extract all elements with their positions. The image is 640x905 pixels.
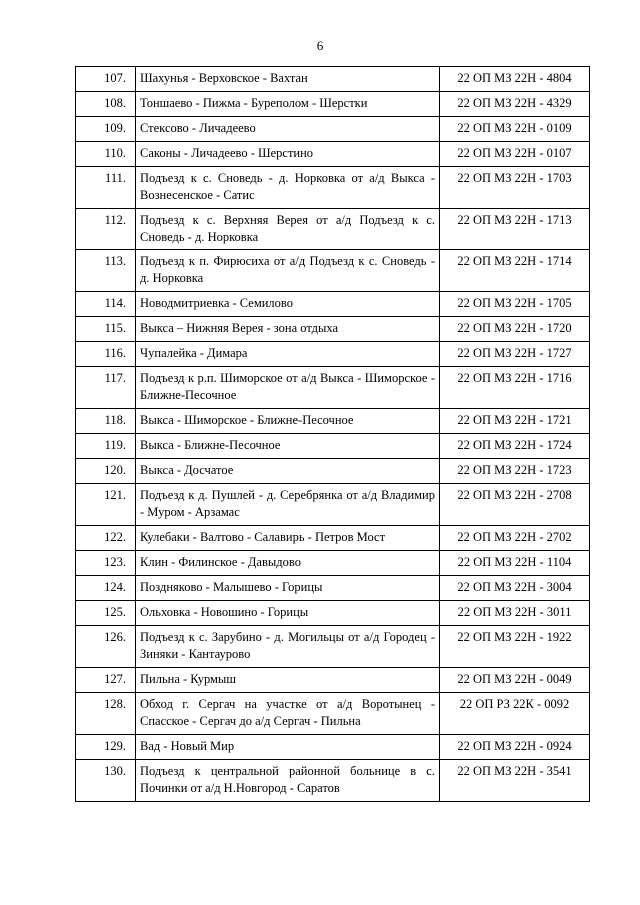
table-row	[76, 367, 590, 409]
row-number: 115.	[76, 317, 136, 342]
road-name: Выкса - Досчатое	[136, 459, 440, 484]
road-name: Поздняково - Малышево - Горицы	[136, 576, 440, 601]
road-name: Выкса - Ближне-Песочное	[136, 434, 440, 459]
table-row	[76, 626, 590, 668]
row-number: 109.	[76, 117, 136, 142]
row-number: 110.	[76, 142, 136, 167]
table-row	[76, 342, 590, 367]
road-name: Подъезд к р.п. Шиморское от а/д Выкса - Шиморское - Ближне-Песочное	[136, 367, 440, 409]
road-name: Выкса – Нижняя Верея - зона отдыха	[136, 317, 440, 342]
row-number: 118.	[76, 409, 136, 434]
row-number: 129.	[76, 735, 136, 760]
row-number: 116.	[76, 342, 136, 367]
road-code: 22 ОП МЗ 22Н - 1104	[440, 551, 590, 576]
road-name: Обход г. Сергач на участке от а/д Воротынец - Спасское - Сергач до а/д Сергач - Пильна	[136, 693, 440, 735]
table-row	[76, 117, 590, 142]
road-code: 22 ОП МЗ 22Н - 0109	[440, 117, 590, 142]
road-code: 22 ОП МЗ 22Н - 4329	[440, 92, 590, 117]
table-row	[76, 317, 590, 342]
row-number: 124.	[76, 576, 136, 601]
table-row	[76, 760, 590, 802]
table-row	[76, 434, 590, 459]
table-row	[76, 735, 590, 760]
road-code: 22 ОП МЗ 22Н - 1720	[440, 317, 590, 342]
road-name: Выкса - Шиморское - Ближне-Песочное	[136, 409, 440, 434]
road-code: 22 ОП МЗ 22Н - 1721	[440, 409, 590, 434]
road-name: Чупалейка - Димара	[136, 342, 440, 367]
row-number: 117.	[76, 367, 136, 409]
road-name: Ольховка - Новошино - Горицы	[136, 601, 440, 626]
row-number: 108.	[76, 92, 136, 117]
row-number: 120.	[76, 459, 136, 484]
road-code: 22 ОП МЗ 22Н - 1705	[440, 292, 590, 317]
road-name: Подъезд к с. Верхняя Верея от а/д Подъезд к с. Сноведь - д. Норковка	[136, 209, 440, 250]
row-number: 122.	[76, 526, 136, 551]
road-name: Подъезд к центральной районной больнице в с. Починки от а/д Н.Новгород - Саратов	[136, 760, 440, 802]
road-code: 22 ОП МЗ 22Н - 1716	[440, 367, 590, 409]
road-code: 22 ОП МЗ 22Н - 0049	[440, 668, 590, 693]
road-name: Клин - Филинское - Давыдово	[136, 551, 440, 576]
road-name: Саконы - Личадеево - Шерстино	[136, 142, 440, 167]
row-number: 119.	[76, 434, 136, 459]
road-code: 22 ОП МЗ 22Н - 3004	[440, 576, 590, 601]
table-row	[76, 92, 590, 117]
road-code: 22 ОП МЗ 22Н - 1727	[440, 342, 590, 367]
road-code: 22 ОП РЗ 22К - 0092	[440, 693, 590, 735]
road-code: 22 ОП МЗ 22Н - 4804	[440, 67, 590, 92]
road-name: Тоншаево - Пижма - Буреполом - Шерстки	[136, 92, 440, 117]
table-row	[76, 551, 590, 576]
row-number: 121.	[76, 484, 136, 526]
row-number: 128.	[76, 693, 136, 735]
road-code: 22 ОП МЗ 22Н - 0924	[440, 735, 590, 760]
road-code: 22 ОП МЗ 22Н - 1723	[440, 459, 590, 484]
table-row	[76, 576, 590, 601]
road-name: Кулебаки - Валтово - Салавирь - Петров Мост	[136, 526, 440, 551]
table-row	[76, 292, 590, 317]
table-row	[76, 693, 590, 735]
table-row	[76, 67, 590, 92]
road-name: Пильна - Курмыш	[136, 668, 440, 693]
table-row	[76, 409, 590, 434]
road-code: 22 ОП МЗ 22Н - 1713	[440, 209, 590, 250]
table-row	[76, 601, 590, 626]
road-name: Подъезд к с. Зарубино - д. Могильцы от а/д Городец - Зиняки - Кантаурово	[136, 626, 440, 668]
road-name: Стексово - Личадеево	[136, 117, 440, 142]
row-number: 126.	[76, 626, 136, 668]
table-row	[76, 209, 590, 250]
road-code: 22 ОП МЗ 22Н - 2708	[440, 484, 590, 526]
row-number: 130.	[76, 760, 136, 802]
road-name: Подъезд к с. Сноведь - д. Норковка от а/д Выкса - Вознесенское - Сатис	[136, 167, 440, 209]
road-code: 22 ОП МЗ 22Н - 3541	[440, 760, 590, 802]
road-code: 22 ОП МЗ 22Н - 1703	[440, 167, 590, 209]
table-row	[76, 484, 590, 526]
table-row	[76, 526, 590, 551]
road-name: Новодмитриевка - Семилово	[136, 292, 440, 317]
row-number: 107.	[76, 67, 136, 92]
table-row	[76, 167, 590, 209]
row-number: 123.	[76, 551, 136, 576]
row-number: 112.	[76, 209, 136, 250]
roads-table-body	[76, 67, 590, 802]
road-code: 22 ОП МЗ 22Н - 0107	[440, 142, 590, 167]
page-number: 6	[316, 38, 324, 53]
row-number: 125.	[76, 601, 136, 626]
row-number: 114.	[76, 292, 136, 317]
road-code: 22 ОП МЗ 22Н - 1922	[440, 626, 590, 668]
road-name: Подъезд к п. Фирюсиха от а/д Подъезд к с. Сноведь - д. Норковка	[136, 250, 440, 292]
road-name: Подъезд к д. Пушлей - д. Серебрянка от а/д Владимир - Муром - Арзамас	[136, 484, 440, 526]
table-row	[76, 250, 590, 292]
road-code: 22 ОП МЗ 22Н - 1714	[440, 250, 590, 292]
row-number: 113.	[76, 250, 136, 292]
road-code: 22 ОП МЗ 22Н - 3011	[440, 601, 590, 626]
table-row	[76, 459, 590, 484]
table-row	[76, 668, 590, 693]
row-number: 111.	[76, 167, 136, 209]
road-name: Шахунья - Верховское - Вахтан	[136, 67, 440, 92]
road-code: 22 ОП МЗ 22Н - 2702	[440, 526, 590, 551]
row-number: 127.	[76, 668, 136, 693]
road-code: 22 ОП МЗ 22Н - 1724	[440, 434, 590, 459]
road-name: Вад - Новый Мир	[136, 735, 440, 760]
roads-table	[75, 66, 590, 802]
table-row	[76, 142, 590, 167]
